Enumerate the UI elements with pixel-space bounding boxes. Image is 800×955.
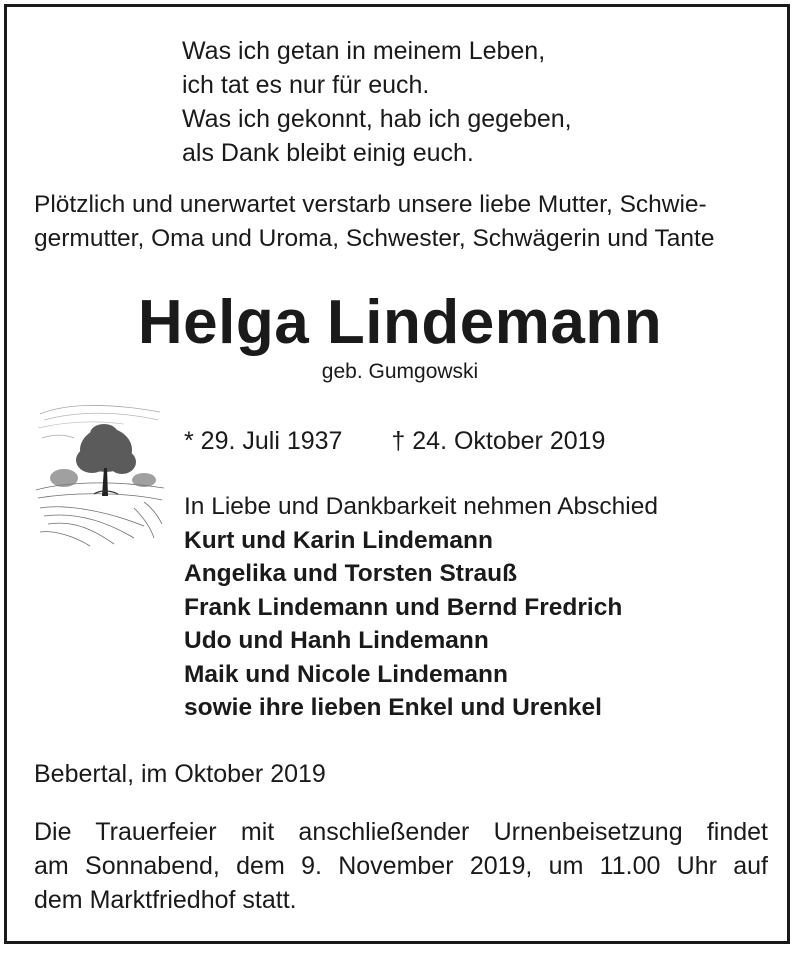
poem [182,34,572,170]
mourner: Angelika und Torsten Strauß [184,560,518,587]
mourner: Maik und Nicole Lindemann [184,660,508,688]
poem-line: als Dank bleibt einig euch. [182,139,474,167]
funeral-line: Die Trauerfeier mit anschließender Urnenbeisetzung findet [34,818,768,846]
intro-line: germutter, Oma und Uroma, Schwester, Schwägerin und Tante [34,225,715,252]
mourner: sowie ihre lieben Enkel und Urenkel [184,694,602,721]
deceased-name: Helga Lindemann [137,288,663,357]
intro-line: Plötzlich und unerwartet verstarb unsere liebe Mutter, Schwie- [34,191,707,218]
poem-line: ich tat es nur für euch. [182,71,430,99]
tree-landscape-icon [34,398,166,548]
funeral-line: dem Marktfriedhof statt. [34,886,297,914]
poem-line: Was ich gekonnt, hab ich gegeben, [182,105,572,133]
mourner: Udo und Hanh Lindemann [184,627,489,654]
mourner: Kurt und Karin Lindemann [184,526,493,554]
place-date: Bebertal, im Oktober 2019 [34,760,326,788]
mourner: Frank Lindemann und Bernd Fredrich [184,593,623,621]
life-dates [184,424,605,458]
farewell-line: In Liebe und Dankbarkeit nehmen Abschied [184,493,658,520]
funeral-line: am Sonnabend, dem 9. November 2019, um 11.00 Uhr auf [34,852,768,880]
death-date: † 24. Oktober 2019 [391,427,606,455]
birth-date: * 29. Juli 1937 [184,427,343,455]
poem-line: Was ich getan in meinem Leben, [182,37,546,65]
birth-name: geb. Gumgowski [321,360,479,383]
intro-text [34,188,769,256]
funeral-info [34,815,768,917]
mourners-list [184,490,658,725]
